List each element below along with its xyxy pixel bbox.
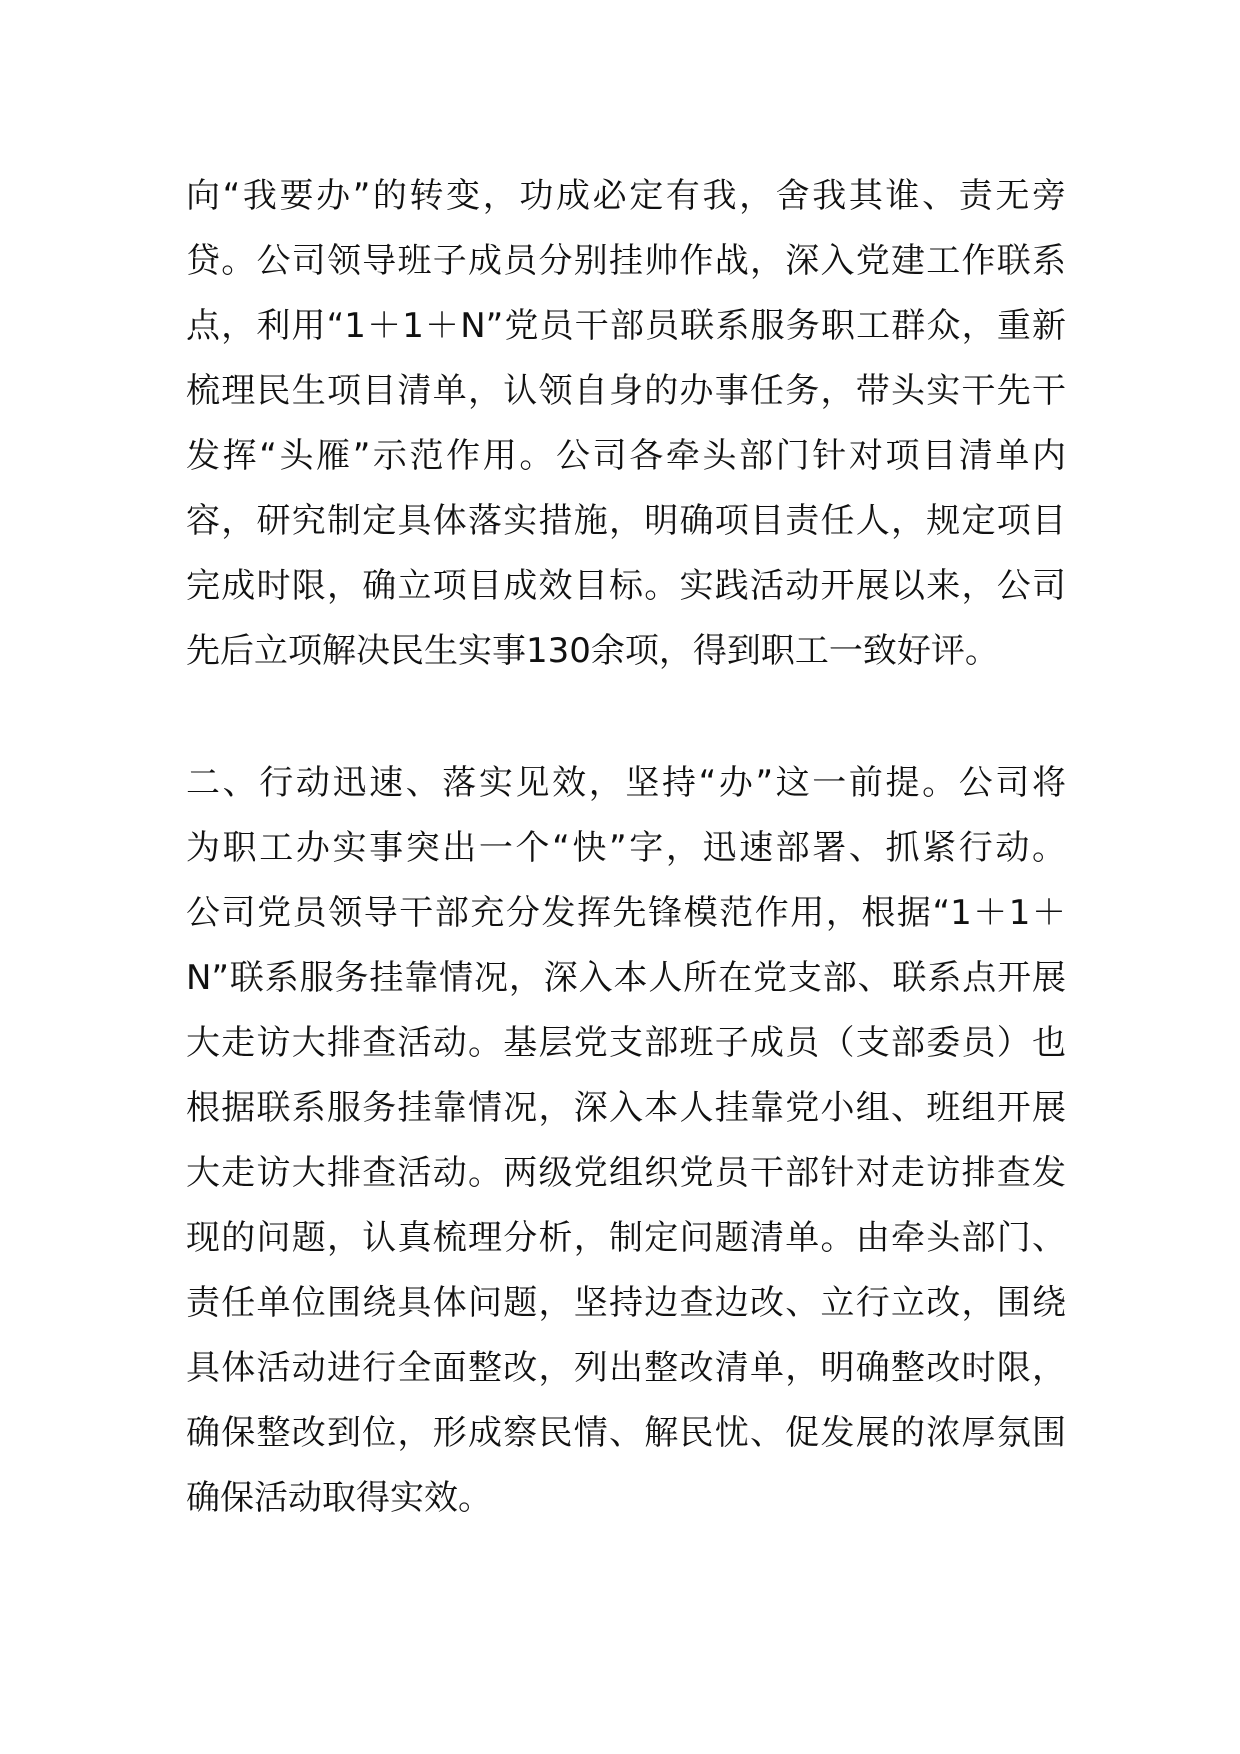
- text-line: 责任单位围绕具体问题，坚持边查边改、立行立改，围绕: [186, 1283, 1066, 1323]
- text-line: 先后立项解决民生实事130余项，得到职工一致好评。: [186, 631, 999, 671]
- text-line: 公司党员领导干部充分发挥先锋模范作用，根据“1＋1＋: [186, 893, 1066, 933]
- text-line: 现的问题，认真梳理分析，制定问题清单。由牵头部门、: [186, 1218, 1066, 1258]
- text-line: 贷。公司领导班子成员分别挂帅作战，深入党建工作联系: [186, 241, 1066, 281]
- paragraph-1: [186, 164, 1066, 684]
- text-line: 确保活动取得实效。: [186, 1478, 492, 1518]
- text-line: 确保整改到位，形成察民情、解民忧、促发展的浓厚氛围: [186, 1413, 1066, 1453]
- text-line: 具体活动进行全面整改，列出整改清单，明确整改时限，: [186, 1348, 1066, 1388]
- text-line: 二、行动迅速、落实见效，坚持“办”这一前提。公司将: [186, 763, 1066, 803]
- text-line: N”联系服务挂靠情况，深入本人所在党支部、联系点开展: [186, 958, 1066, 998]
- text-line: 向“我要办”的转变，功成必定有我，舍我其谁、责无旁: [186, 176, 1066, 216]
- text-line: 容，研究制定具体落实措施，明确项目责任人，规定项目: [186, 501, 1066, 541]
- text-line: 大走访大排查活动。两级党组织党员干部针对走访排查发: [186, 1153, 1066, 1193]
- text-line: 梳理民生项目清单，认领自身的办事任务，带头实干先干: [186, 371, 1066, 411]
- text-line: 点，利用“1＋1＋N”党员干部员联系服务职工群众，重新: [186, 306, 1066, 346]
- text-line: 完成时限，确立项目成效目标。实践活动开展以来，公司: [186, 566, 1066, 606]
- text-line: 为职工办实事突出一个“快”字，迅速部署、抓紧行动。: [186, 828, 1066, 868]
- text-line: 大走访大排查活动。基层党支部班子成员（支部委员）也: [186, 1023, 1066, 1063]
- paragraph-2: [186, 751, 1066, 1531]
- text-line: 根据联系服务挂靠情况，深入本人挂靠党小组、班组开展: [186, 1088, 1066, 1128]
- text-line: 发挥“头雁”示范作用。公司各牵头部门针对项目清单内: [186, 436, 1066, 476]
